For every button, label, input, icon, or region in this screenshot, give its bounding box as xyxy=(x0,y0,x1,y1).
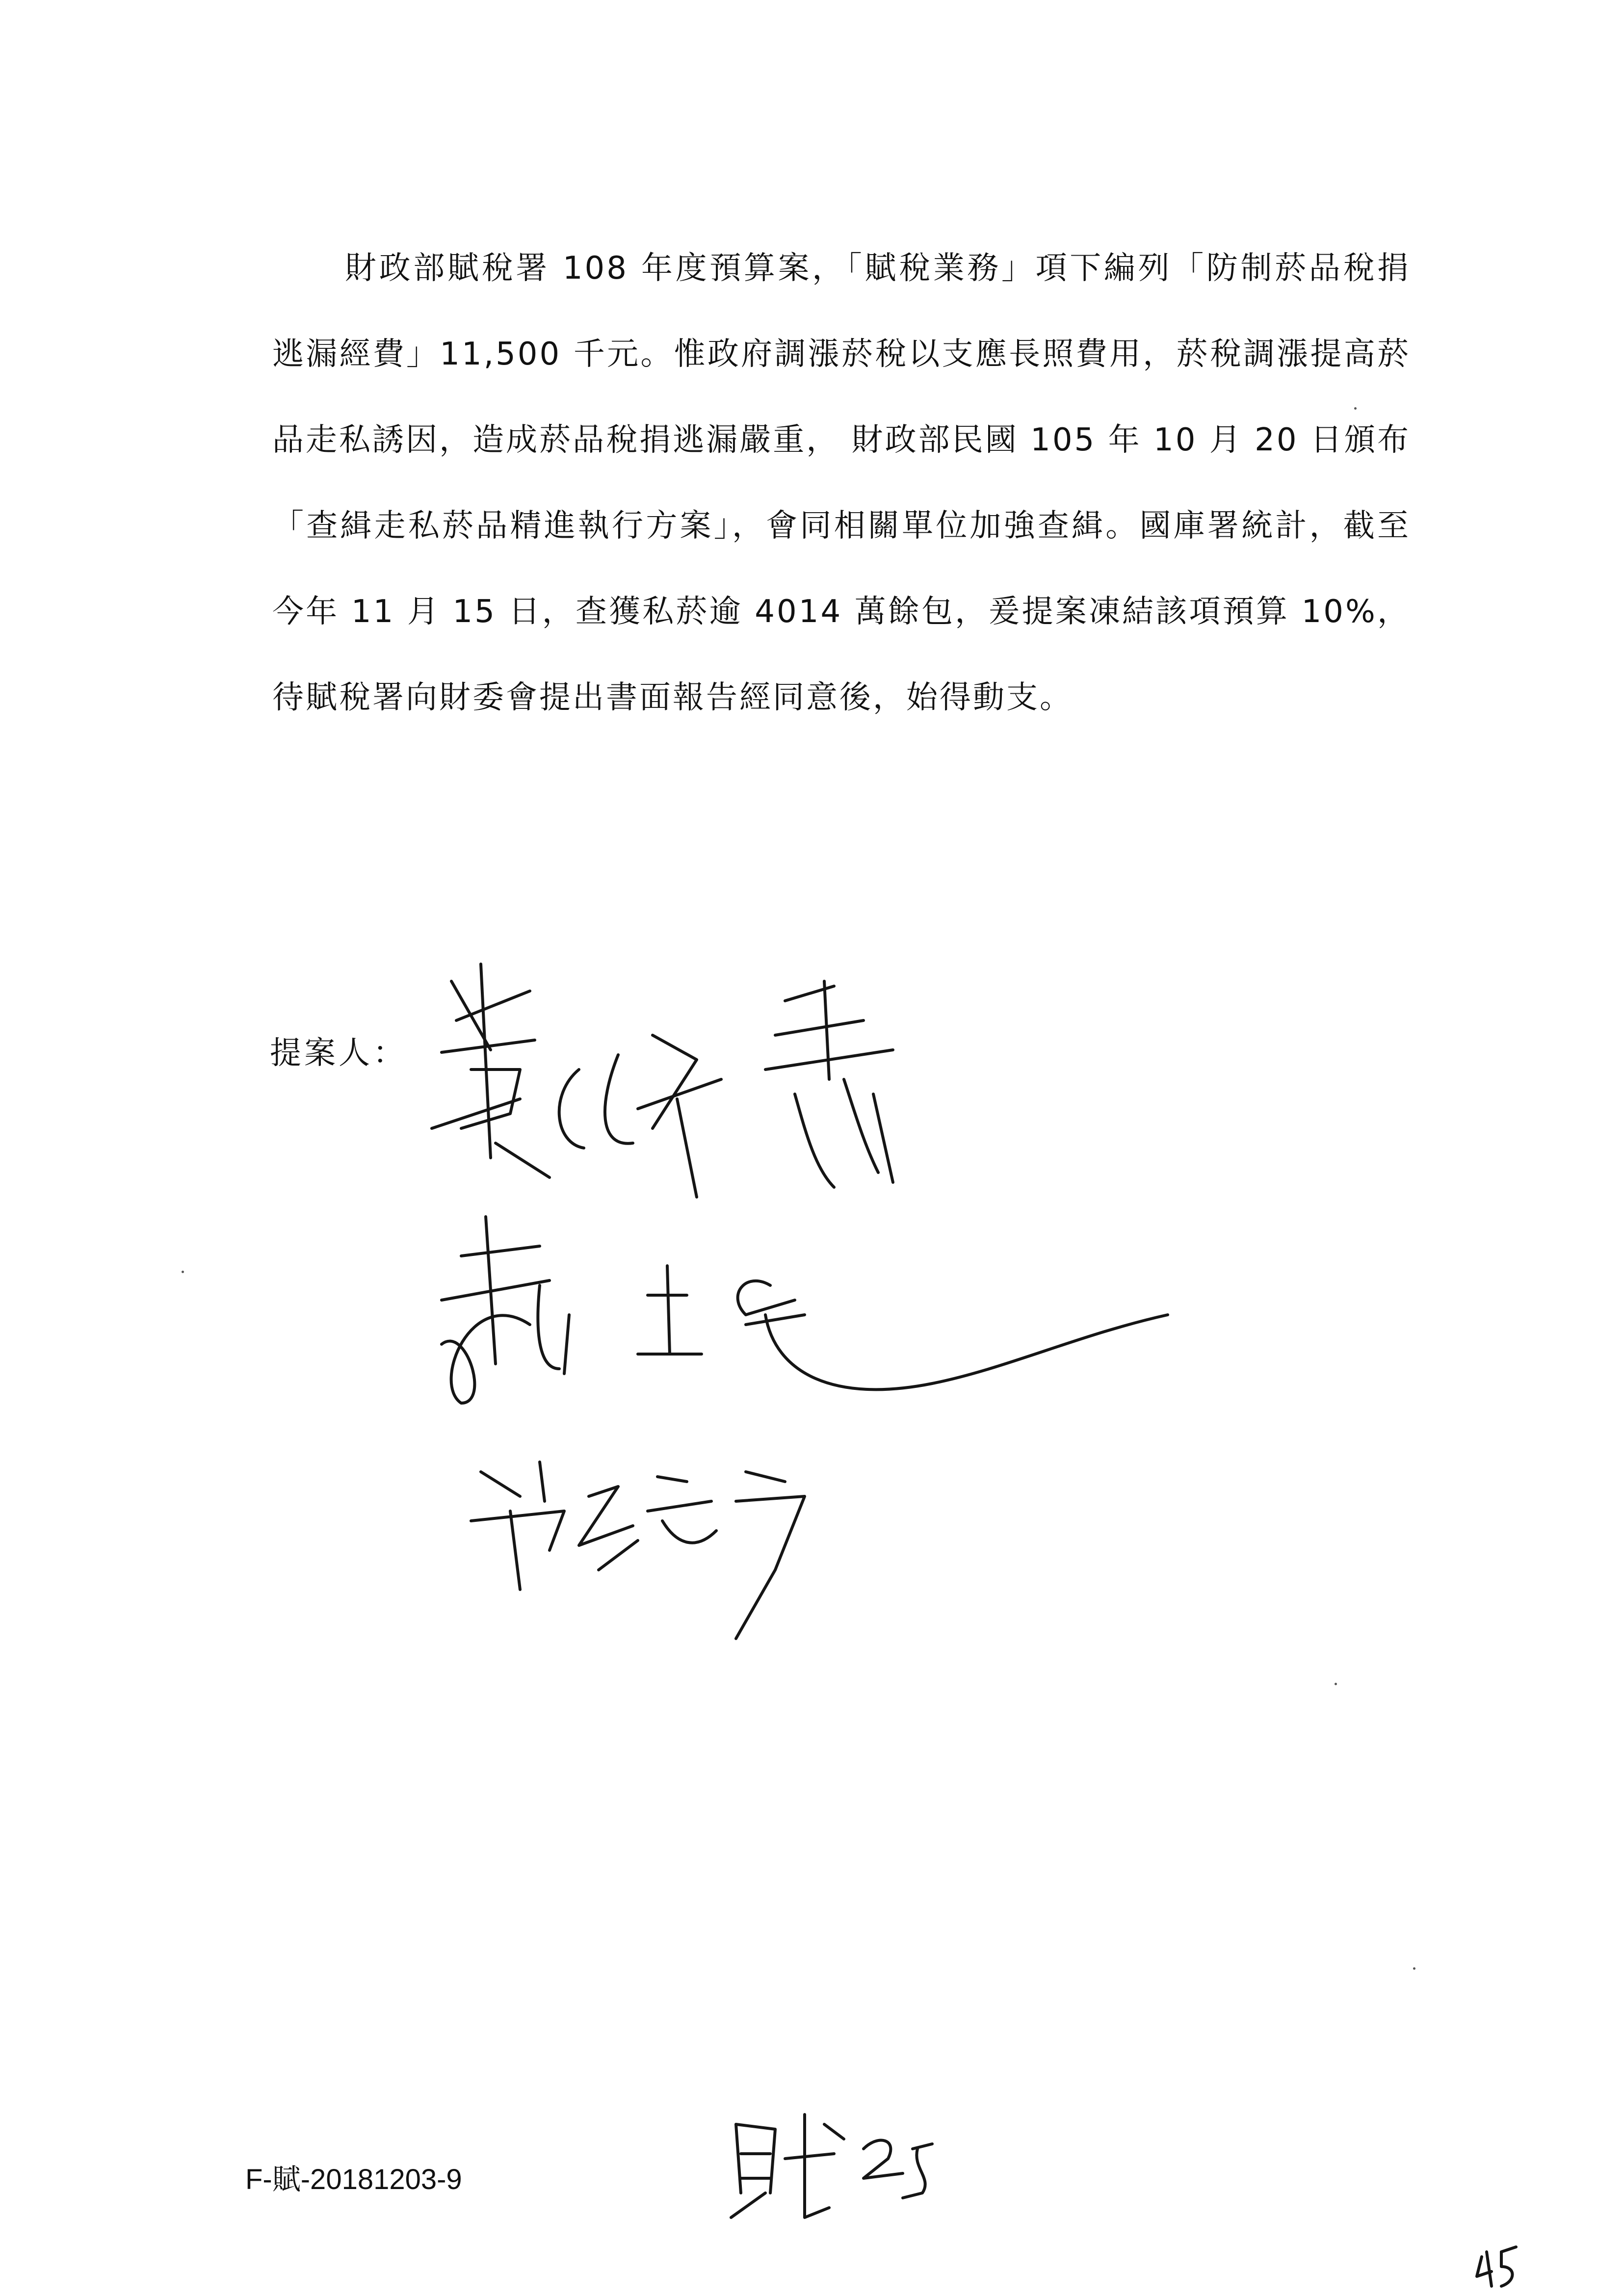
scan-speck xyxy=(1335,1683,1337,1685)
signature-2 xyxy=(442,1217,1168,1403)
signature-3 xyxy=(471,1462,805,1639)
scan-speck xyxy=(182,1271,184,1273)
scan-speck xyxy=(1413,1967,1415,1970)
page-corner-mark xyxy=(1477,2247,1516,2286)
scan-speck xyxy=(1354,407,1357,410)
proposer-label: 提案人： xyxy=(270,1035,407,1071)
footer-handwritten-mark xyxy=(731,2114,932,2218)
document-id: F-賦-20181203-9 xyxy=(245,2164,462,2195)
proposal-body-text: 財政部賦稅署 108 年度預算案，「賦稅業務」項下編列「防制菸品稅捐逃漏經費」11,500 千元。惟政府調漲菸稅以支應長照費用，菸稅調漲提高菸品走私誘因，造成菸品稅捐逃漏嚴重， 財政部民國 105 年 10 月 20 日頒布「查緝走私菸品精進執行方案」，會同相關單位加強查緝。國庫署統計，截至今年 11 月 15 日，查獲私菸逾 4014 萬餘包，爰提案凍結該項預算 10%，待賦稅署向財委會提出書面報告經同意後，始得動支。 xyxy=(272,250,1411,716)
signature-1 xyxy=(432,964,893,1197)
